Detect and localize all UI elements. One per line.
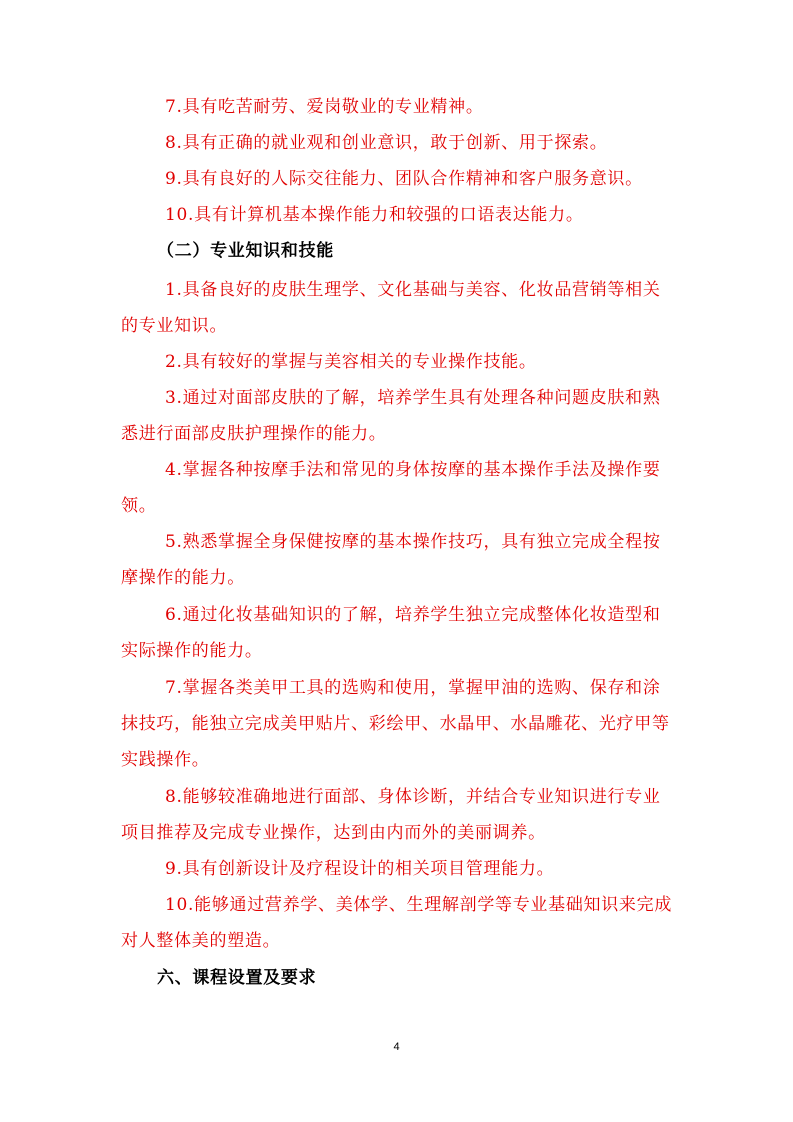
- chapter-heading-curriculum: 六、课程设置及要求: [157, 968, 317, 988]
- paragraph-skill-10: 10.能够通过营养学、美体学、生理解剖学等专业基础知识来完成对人整体美的塑造。: [121, 895, 673, 951]
- paragraph-quality-9: 9.具有良好的人际交往能力、团队合作精神和客户服务意识。: [165, 169, 643, 189]
- paragraph-quality-10: 10.具有计算机基本操作能力和较强的口语表达能力。: [165, 205, 584, 225]
- page-number: 4: [393, 1041, 400, 1053]
- paragraph-skill-5: 5.熟悉掌握全身保健按摩的基本操作技巧，具有独立完成全程按摩操作的能力。: [121, 532, 661, 588]
- paragraph-skill-4: 4.掌握各种按摩手法和常见的身体按摩的基本操作手法及操作要领。: [121, 460, 661, 516]
- paragraph-quality-8: 8.具有正确的就业观和创业意识，敢于创新、用于探索。: [165, 133, 608, 153]
- paragraph-quality-7: 7.具有吃苦耐劳、爱岗敬业的专业精神。: [165, 97, 484, 117]
- paragraph-skill-7: 7.掌握各类美甲工具的选购和使用，掌握甲油的选购、保存和涂抹技巧，能独立完成美甲贴片、彩绘甲、水晶甲、水晶雕花、光疗甲等实践操作。: [121, 678, 670, 770]
- paragraph-skill-1: 1.具备良好的皮肤生理学、文化基础与美容、化妆品营销等相关的专业知识。: [121, 280, 661, 336]
- section-heading-skills: （二）专业知识和技能: [157, 241, 334, 261]
- paragraph-skill-2: 2.具有较好的掌握与美容相关的专业操作技能。: [165, 352, 537, 372]
- paragraph-skill-6: 6.通过化妆基础知识的了解，培养学生独立完成整体化妆造型和实际操作的能力。: [121, 605, 661, 661]
- paragraph-skill-8: 8.能够较准确地进行面部、身体诊断，并结合专业知识进行专业项目推荐及完成专业操作，达到由内而外的美丽调养。: [121, 787, 661, 843]
- paragraph-skill-3: 3.通过对面部皮肤的了解，培养学生具有处理各种问题皮肤和熟悉进行面部皮肤护理操作的能力。: [121, 388, 661, 444]
- paragraph-skill-9: 9.具有创新设计及疗程设计的相关项目管理能力。: [165, 859, 555, 879]
